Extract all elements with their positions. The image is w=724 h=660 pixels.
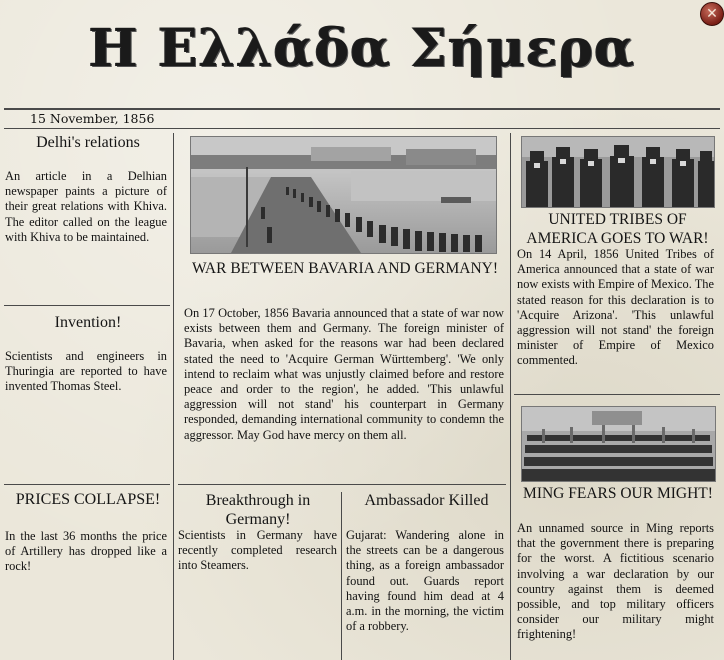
delhi-headline: Delhi's relations	[36, 134, 140, 151]
ming-photo	[521, 406, 716, 482]
invention-body: Scientists and engineers in Thuringia are reported to have invented Thomas Steel.	[5, 349, 167, 394]
war-photo	[190, 136, 497, 254]
war-body: On 17 October, 1856 Bavaria announced that a state of war now exists between them and Germany. The foreign minister of Bavaria, when asked for the reasons war had been declared stated the need to 'Acquire German Württemberg'. 'We only intend to reclaim what was unjustly claimed before and restore peace and order to the region', he added. 'This unlawful aggression will not stand' his counterpart in Germany responded, demanding international community to condemn the aggressor. May God have mercy on them all.	[184, 306, 504, 442]
ming-headline: MING FEARS OUR MIGHT!	[523, 485, 713, 502]
issue-date: 15 November, 1856	[30, 111, 155, 126]
invention-headline: Invention!	[54, 314, 122, 331]
utoa-body: On 14 April, 1856 United Tribes of America announced that a state of war now exists with Empire of Mexico. The stated reason for this declaration is to 'Acquire Arizona'. 'This unlawful aggression will not stand' the foreign minister of Empire of Mexico commented.	[517, 247, 714, 368]
center-divider	[178, 484, 506, 485]
newspaper-title: Η Ελλάδα Σήμερα	[88, 18, 636, 79]
ming-body: An unnamed source in Ming reports that the government there is preparing for the worst. A fictitious scenario involving a war declaration by our country against them is deemed possible, and top military officers consider our military might frightening!	[517, 521, 714, 642]
column-divider-center	[341, 492, 342, 660]
utoa-headline: UNITED TRIBES OF AMERICA GOES TO WAR!	[526, 211, 709, 247]
breakthrough-headline: Breakthrough in Germany!	[205, 492, 311, 528]
masthead-divider	[4, 108, 720, 110]
prices-body: In the last 36 months the price of Artillery has dropped like a rock!	[5, 529, 167, 574]
prices-headline: PRICES COLLAPSE!	[15, 491, 161, 508]
delhi-body: An article in a Delhian newspaper paints a picture of their great relations with Khiva. The editor called on the league with Khiva to be maintained.	[5, 169, 167, 244]
breakthrough-body: Scientists in Germany have recently completed research into Steamers.	[178, 528, 337, 573]
date-divider	[4, 128, 720, 129]
left-divider-2	[4, 484, 170, 485]
close-icon: ✕	[706, 6, 718, 22]
left-divider-1	[4, 305, 170, 306]
close-button[interactable]	[700, 2, 724, 26]
column-divider-right	[510, 133, 511, 660]
utoa-photo	[521, 136, 715, 208]
column-divider-left	[173, 133, 174, 660]
ambassador-body: Gujarat: Wandering alone in the streets can be a dangerous thing, as a foreign ambassador found out. Guards report having found him dead at 4 a.m. in the morning, the victim of a robbery.	[346, 528, 504, 634]
ambassador-headline: Ambassador Killed	[364, 492, 489, 509]
right-divider-1	[514, 394, 720, 395]
war-headline: WAR BETWEEN BAVARIA AND GERMANY!	[192, 260, 498, 277]
